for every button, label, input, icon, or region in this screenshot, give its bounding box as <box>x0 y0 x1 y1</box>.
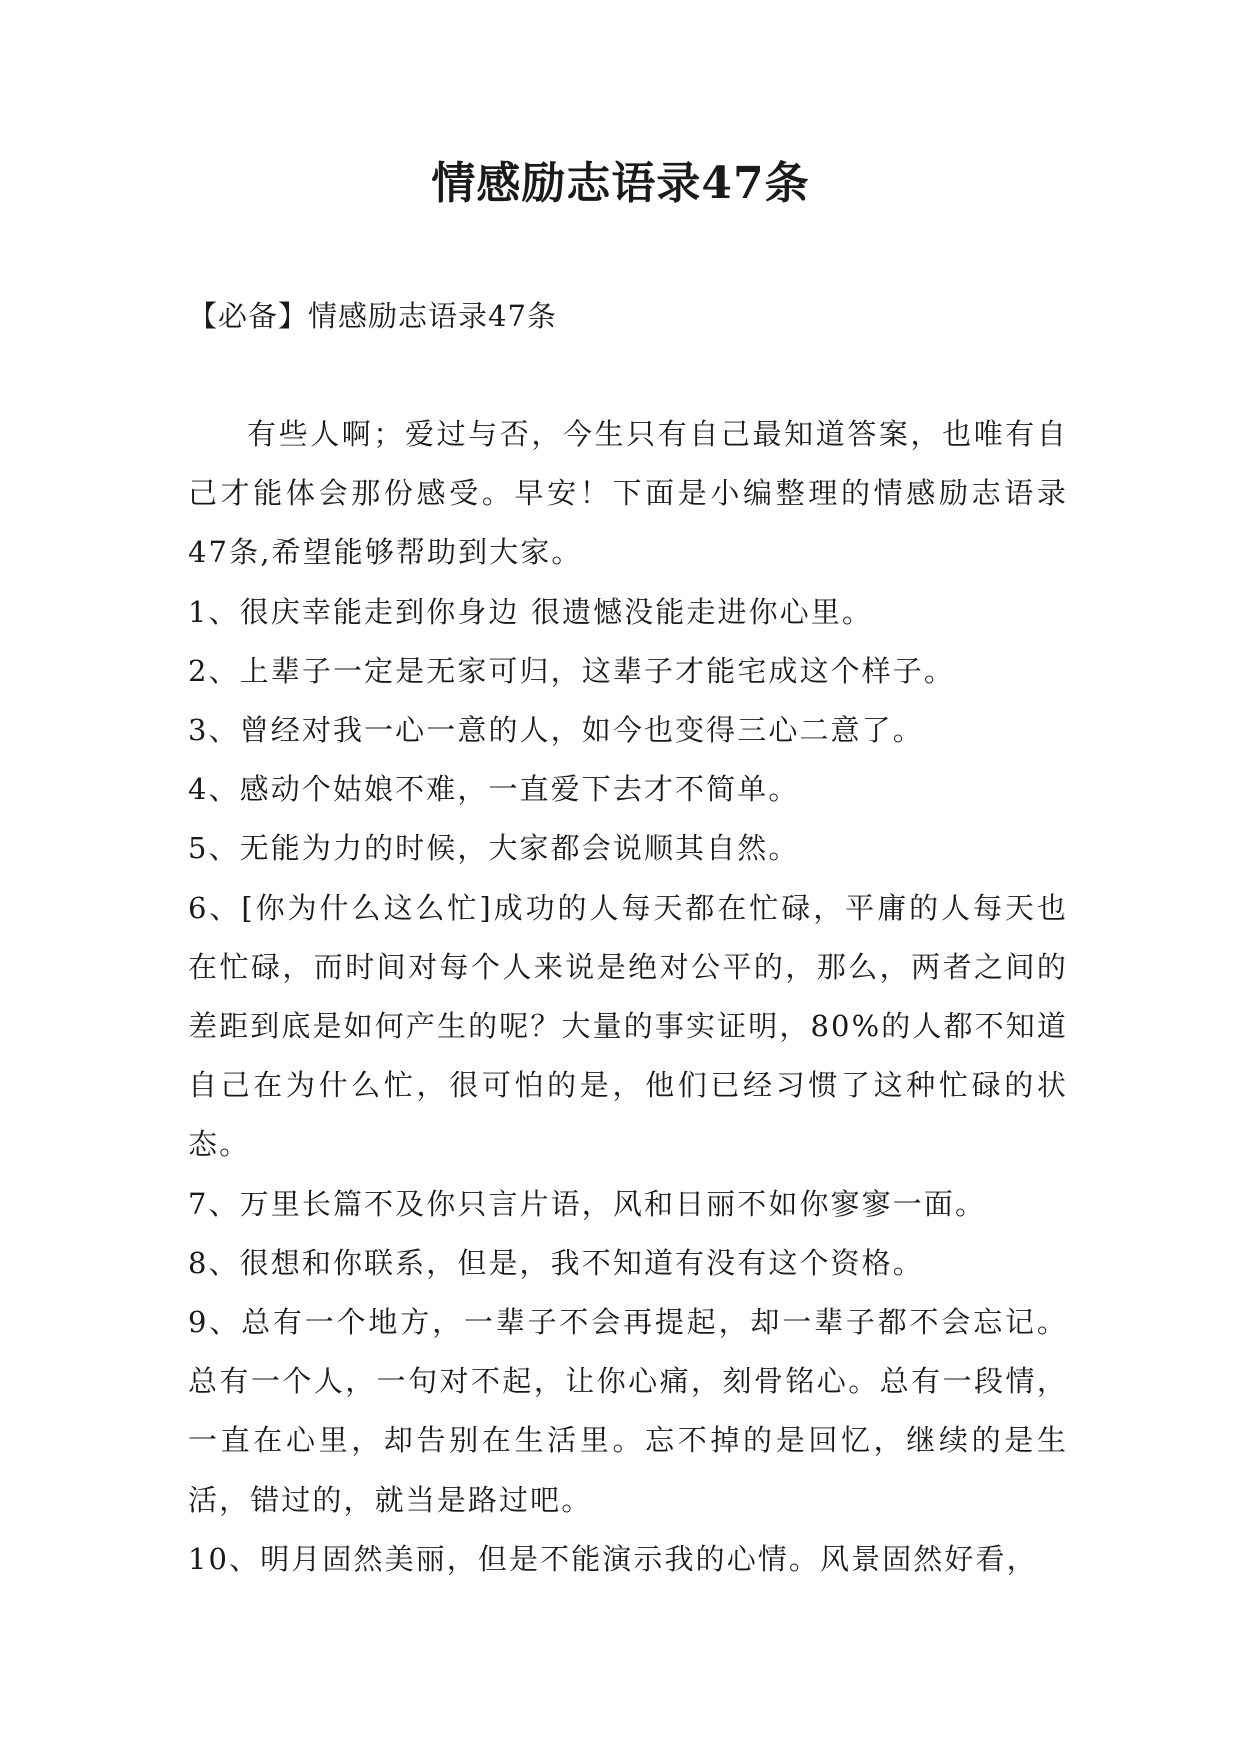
document-body <box>188 405 1068 1589</box>
list-item: 8、很想和你联系，但是，我不知道有没有这个资格。 <box>188 1245 924 1280</box>
intro-paragraph: 有些人啊；爱过与否，今生只有自己最知道答案，也唯有自己才能体会那份感受。早安！下面是小编整理的情感励志语录47条,希望能够帮助到大家。 <box>188 417 1068 570</box>
list-item: 1、很庆幸能走到你身边 很遗憾没能走进你心里。 <box>188 594 873 629</box>
list-item: 7、万里长篇不及你只言片语，风和日丽不如你寥寥一面。 <box>188 1186 987 1221</box>
list-item: 2、上辈子一定是无家可归，这辈子才能宅成这个样子。 <box>188 653 955 688</box>
list-item: 5、无能为力的时候，大家都会说顺其自然。 <box>188 831 800 866</box>
list-item: 4、感动个姑娘不难，一直爱下去才不简单。 <box>188 772 800 807</box>
list-item: 6、[你为什么这么忙]成功的人每天都在忙碌，平庸的人每天也在忙碌，而时间对每个人来说是绝对公平的，那么，两者之间的差距到底是如何产生的呢？大量的事实证明，80%的人都不知道自己在为什么忙，很可怕的是，他们已经习惯了这种忙碌的状态。 <box>188 890 1068 1162</box>
document-title: 情感励志语录47条 <box>431 158 810 209</box>
list-item: 3、曾经对我一心一意的人，如今也变得三心二意了。 <box>188 713 924 748</box>
list-item: 10、明月固然美丽，但是不能演示我的心情。风景固然好看， <box>188 1541 1038 1576</box>
document-subtitle: 【必备】情感励志语录47条 <box>188 299 557 333</box>
list-item: 9、总有一个地方，一辈子不会再提起，却一辈子都不会忘记。总有一个人，一句对不起，让你心痛，刻骨铭心。总有一段情，一直在心里，却告别在生活里。忘不掉的是回忆，继续的是生活，错过的，就当是路过吧。 <box>188 1305 1068 1517</box>
quote-list <box>188 583 1068 1589</box>
